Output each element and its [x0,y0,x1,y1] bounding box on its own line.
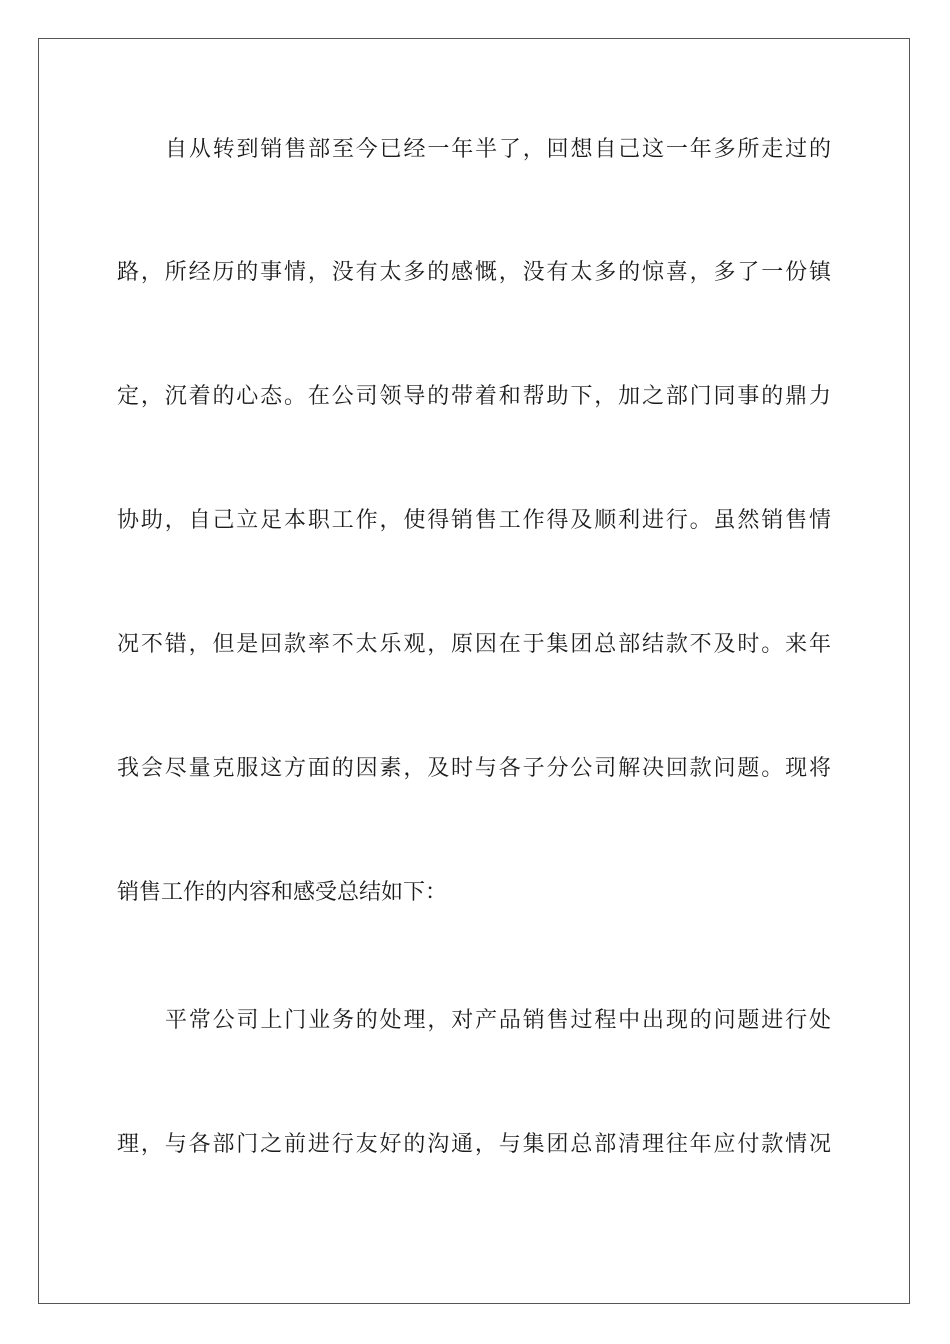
paragraph-1-line-6: 我会尽量克服这方面的因素，及时与各子分公司解决回款问题。现将 [117,756,831,781]
paragraph-2-line-1: 平常公司上门业务的处理，对产品销售过程中出现的问题进行处 [165,1008,831,1033]
paragraph-1-line-4: 协助，自己立足本职工作，使得销售工作得及顺利进行。虽然销售情 [117,508,831,533]
paragraph-1-line-3: 定，沉着的心态。在公司领导的带着和帮助下，加之部门同事的鼎力 [117,384,831,409]
paragraph-2-line-2: 理，与各部门之前进行友好的沟通，与集团总部清理往年应付款情况 [117,1132,831,1157]
paragraph-1-line-1: 自从转到销售部至今已经一年半了，回想自己这一年多所走过的 [165,137,831,162]
paragraph-1-line-2: 路，所经历的事情，没有太多的感慨，没有太多的惊喜，多了一份镇 [117,260,831,285]
page-frame [38,38,910,1304]
paragraph-1-line-7: 销售工作的内容和感受总结如下： [117,880,448,905]
paragraph-1-line-5: 况不错，但是回款率不太乐观，原因在于集团总部结款不及时。来年 [117,632,831,657]
